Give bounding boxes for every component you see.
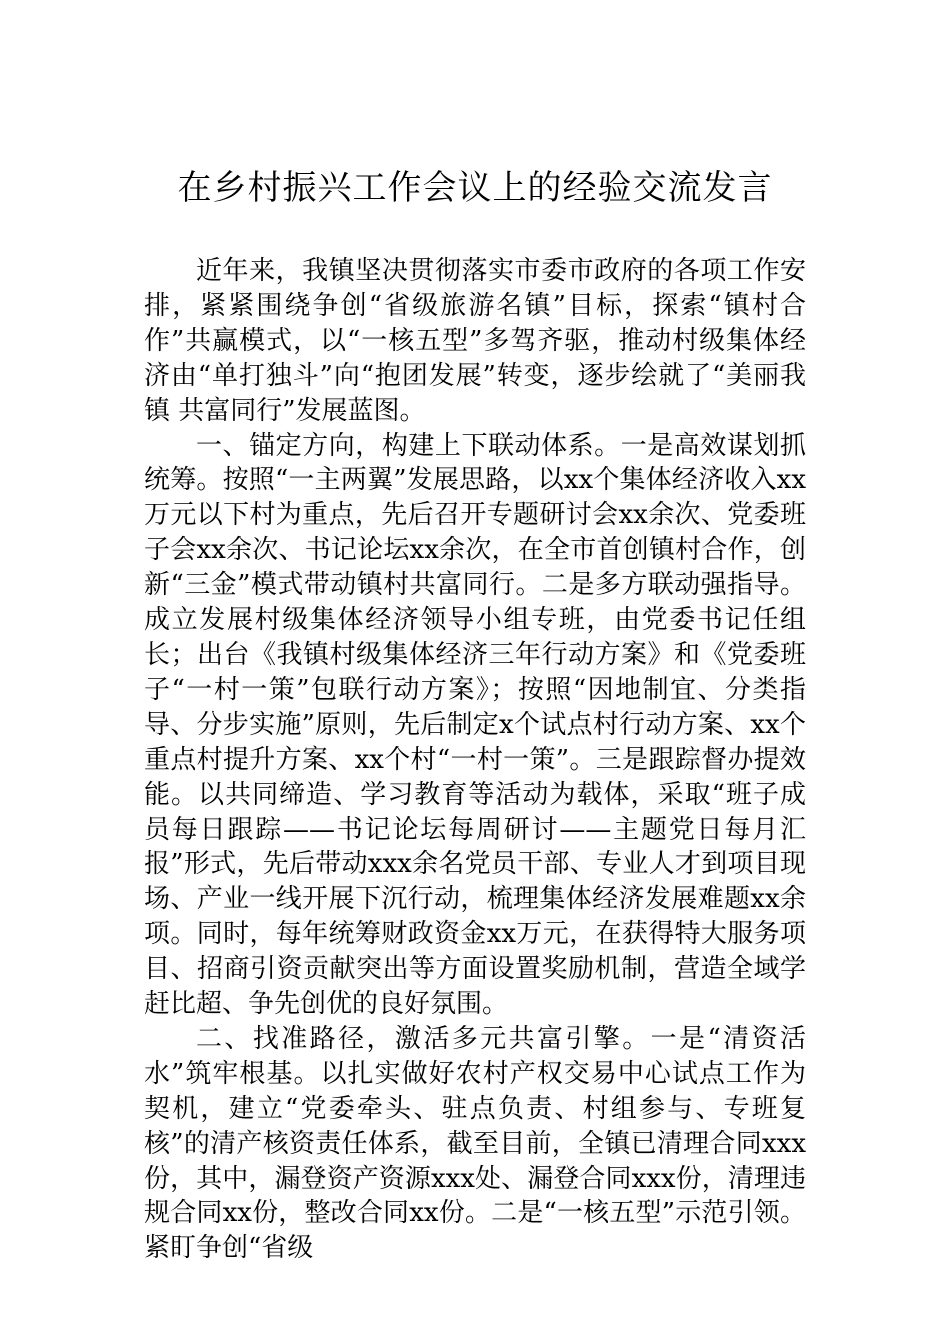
paragraph-section-two: 二、找准路径，激活多元共富引擎。一是“清资活水”筑牢根基。以扎实做好农村产权交易中心试点工作为契机，建立“党委牵头、驻点负责、村组参与、专班复核”的清产核资责任体系，截至目前，全镇已清理合同xxx份，其中，漏登资产资源xxx处、漏登合同xxx份，清理违规合同xx份，整改合同xx份。二是“一核五型”示范引领。紧盯争创“省级 xyxy=(144,1023,806,1264)
document-body xyxy=(144,254,806,1266)
paragraph-intro: 近年来，我镇坚决贯彻落实市委市政府的各项工作安排，紧紧围绕争创“省级旅游名镇”目标，探索“镇村合作”共赢模式，以“一核五型”多驾齐驱，推动村级集体经济由“单打独斗”向“抱团发展”转变，逐步绘就了“美丽我镇 共富同行”发展蓝图。 xyxy=(144,256,806,426)
paragraph-section-one: 一、锚定方向，构建上下联动体系。一是高效谋划抓统筹。按照“一主两翼”发展思路，以xx个集体经济收入xx万元以下村为重点，先后召开专题研讨会xx余次、党委班子会xx余次、书记论坛xx余次，在全市首创镇村合作，创新“三金”模式带动镇村共富同行。二是多方联动强指导。成立发展村级集体经济领导小组专班，由党委书记任组长；出台《我镇村级集体经济三年行动方案》和《党委班子“一村一策”包联行动方案》；按照“因地制宜、分类指导、分步实施”原则，先后制定x个试点村行动方案、xx个重点村提升方案、xx个村“一村一策”。三是跟踪督办提效能。以共同缔造、学习教育等活动为载体，采取“班子成员每日跟踪——书记论坛每周研讨——主题党日每月汇报”形式，先后带动xxx余名党员干部、专业人才到项目现场、产业一线开展下沉行动，梳理集体经济发展难题xx余项。同时，每年统筹财政资金xx万元，在获得特大服务项目、招商引资贡献突出等方面设置奖励机制，营造全域学赶比超、争先创优的良好氛围。 xyxy=(144,430,806,1020)
document-title: 在乡村振兴工作会议上的经验交流发言 xyxy=(177,168,773,208)
